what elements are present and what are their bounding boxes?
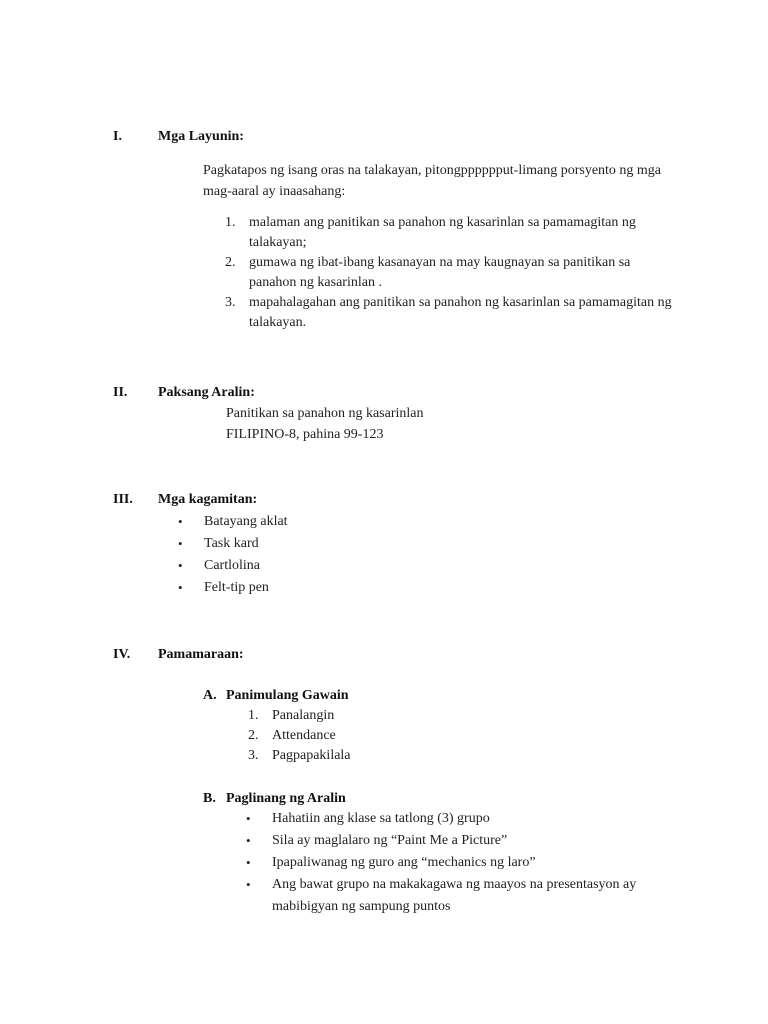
list-item xyxy=(246,830,676,852)
list-item-number: 1. xyxy=(225,215,236,230)
section-numeral-materials: III. xyxy=(113,492,133,507)
bullet-icon: • xyxy=(178,558,183,573)
list-item-number: 2. xyxy=(225,255,236,270)
list-item-text: Ipapaliwanag ng guro ang “mechanics ng laro” xyxy=(272,855,536,870)
list-item xyxy=(248,726,548,746)
bullet-icon: • xyxy=(246,855,251,870)
list-item-number: 3. xyxy=(225,295,236,310)
section-title-materials: Mga kagamitan: xyxy=(158,492,258,507)
list-item xyxy=(248,746,548,766)
objectives-list xyxy=(225,213,675,333)
list-item-text: Ang bawat grupo na makakagawa ng maayos na presentasyon ay mabibigyan ng sampung puntos xyxy=(272,877,637,914)
materials-list xyxy=(178,511,478,599)
section-title-objectives: Mga Layunin: xyxy=(158,129,244,144)
list-item-number: 2. xyxy=(248,728,259,743)
list-item-text: Batayang aklat xyxy=(204,514,288,529)
objectives-intro: Pagkatapos ng isang oras na talakayan, pitongpppppput-limang porsyento ng mga mag-aaral ay inaasahang: xyxy=(203,163,662,199)
subsection-label-a: A. xyxy=(203,688,217,703)
list-item-text: Cartlolina xyxy=(204,558,260,573)
list-item-number: 3. xyxy=(248,748,259,763)
list-item-text: Felt-tip pen xyxy=(204,580,269,595)
subsection-title-a: Panimulang Gawain xyxy=(226,688,349,703)
list-item-text: Pagpapakilala xyxy=(272,748,351,763)
topic-reference: FILIPINO-8, pahina 99-123 xyxy=(226,427,384,442)
list-item-text: Panalangin xyxy=(272,708,335,723)
list-item-text: Attendance xyxy=(272,728,336,743)
list-item-text: mapahalagahan ang panitikan sa panahon ng kasarinlan sa pamamagitan ng talakayan. xyxy=(249,295,672,330)
list-item xyxy=(225,213,675,253)
section-numeral-objectives: I. xyxy=(113,129,122,144)
section-numeral-topic: II. xyxy=(113,385,128,400)
section-title-topic: Paksang Aralin: xyxy=(158,385,255,400)
bullet-icon: • xyxy=(178,514,183,529)
list-item xyxy=(178,533,478,555)
list-item-text: malaman ang panitikan sa panahon ng kasarinlan sa pamamagitan ng talakayan; xyxy=(249,215,636,250)
list-item-text: Sila ay maglalaro ng “Paint Me a Picture” xyxy=(272,833,508,848)
list-item-text: Task kard xyxy=(204,536,259,551)
section-numeral-procedure: IV. xyxy=(113,647,131,662)
list-item-text: Hahatiin ang klase sa tatlong (3) grupo xyxy=(272,811,490,826)
list-item-number: 1. xyxy=(248,708,259,723)
opening-activities-list xyxy=(248,706,548,766)
list-item xyxy=(246,808,676,830)
subsection-label-b: B. xyxy=(203,791,216,806)
subsection-title-b: Paglinang ng Aralin xyxy=(226,791,346,806)
bullet-icon: • xyxy=(178,536,183,551)
lesson-development-list xyxy=(246,808,676,918)
section-title-procedure: Pamamaraan: xyxy=(158,647,244,662)
list-item xyxy=(225,293,675,333)
list-item xyxy=(178,555,478,577)
bullet-icon: • xyxy=(246,833,251,848)
bullet-icon: • xyxy=(246,811,251,826)
list-item xyxy=(246,874,676,918)
list-item xyxy=(225,253,675,293)
bullet-icon: • xyxy=(178,580,183,595)
bullet-icon: • xyxy=(246,877,251,892)
topic-title: Panitikan sa panahon ng kasarinlan xyxy=(226,406,424,421)
list-item xyxy=(178,511,478,533)
list-item-text: gumawa ng ibat-ibang kasanayan na may kaugnayan sa panitikan sa panahon ng kasarinlan . xyxy=(249,255,631,290)
list-item xyxy=(246,852,676,874)
list-item xyxy=(248,706,548,726)
list-item xyxy=(178,577,478,599)
